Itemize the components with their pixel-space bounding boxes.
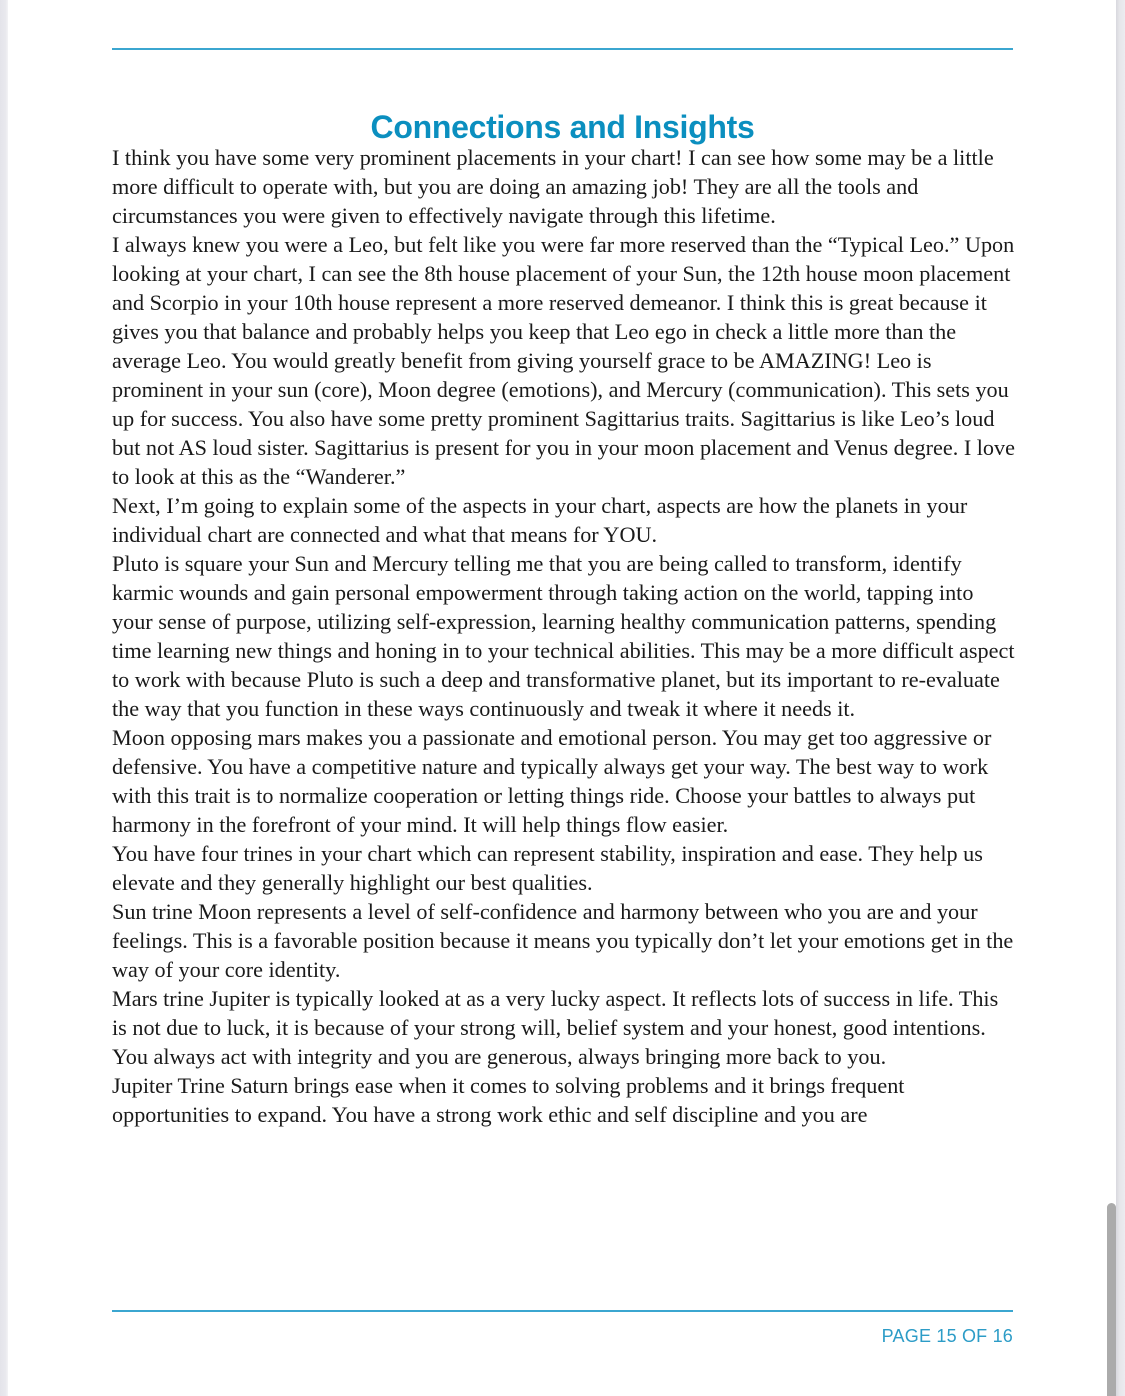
- body-text: [112, 143, 1017, 1129]
- header-rule: [112, 48, 1013, 50]
- viewer-right-edge: [1116, 0, 1125, 1396]
- paragraph-intro: I think you have some very prominent placements in your chart! I can see how some may be a little more difficult to operate with, but you are doing an amazing job! They are all the tools and circumstances you were given to effectively navigate through this lifetime.: [112, 145, 994, 228]
- footer-rule: [112, 1310, 1013, 1312]
- paragraph-jupiter-trine-saturn: Jupiter Trine Saturn brings ease when it comes to solving problems and it brings frequent opportunities to expand. You have a strong work ethic and self discipline and you are: [112, 1073, 905, 1127]
- paragraph-four-trines: You have four trines in your chart which can represent stability, inspiration and ease. They help us elevate and they generally highlight our best qualities.: [112, 841, 983, 895]
- paragraph-moon-opposing-mars: Moon opposing mars makes you a passionate and emotional person. You may get too aggressive or defensive. You have a competitive nature and typically always get your way. The best way to work with this trait is to normalize cooperation or letting things ride. Choose your battles to always put harmony in the forefront of your mind. It will help things flow easier.: [112, 725, 992, 837]
- paragraph-leo: I always knew you were a Leo, but felt like you were far more reserved than the “Typical Leo.” Upon looking at your chart, I can see the 8th house placement of your Sun, the 12th house moon placement and Scorpio in your 10th house represent a more reserved demeanor. I think this is great because it gives you that balance and probably helps you keep that Leo ego in check a little more than the average Leo. You would greatly benefit from giving yourself grace to be AMAZING! Leo is prominent in your sun (core), Moon degree (emotions), and Mercury (communication). This sets you up for success. You also have some pretty prominent Sagittarius traits. Sagittarius is like Leo’s loud but not AS loud sister. Sagittarius is present for you in your moon placement and Venus degree. I love to look at this as the “Wanderer.”: [112, 232, 1015, 489]
- paragraph-pluto-square: Pluto is square your Sun and Mercury telling me that you are being called to transform, identify karmic wounds and gain personal empowerment through taking action on the world, tapping into your sense of purpose, utilizing self-expression, learning healthy communication patterns, spending time learning new things and honing in to your technical abilities. This may be a more difficult aspect to work with because Pluto is such a deep and transformative planet, but its important to re-evaluate the way that you function in these ways continuously and tweak it where it needs it.: [112, 551, 1015, 721]
- page-number: PAGE 15 OF 16: [881, 1326, 1013, 1346]
- paragraph-mars-trine-jupiter: Mars trine Jupiter is typically looked at as a very lucky aspect. It reflects lots of success in life. This is not due to luck, it is because of your strong will, belief system and your honest, good intentions. You always act with integrity and you are generous, always bringing more back to you.: [112, 986, 999, 1069]
- scrollbar-thumb[interactable]: [1107, 1203, 1116, 1396]
- section-title: Connections and Insights: [370, 109, 755, 146]
- paragraph-aspects-intro: Next, I’m going to explain some of the aspects in your chart, aspects are how the planets in your individual chart are connected and what that means for YOU.: [112, 493, 968, 547]
- paragraph-sun-trine-moon: Sun trine Moon represents a level of self-confidence and harmony between who you are and your feelings. This is a favorable position because it means you typically don’t let your emotions get in the way of your core identity.: [112, 899, 1014, 982]
- viewer-left-edge: [0, 0, 8, 1396]
